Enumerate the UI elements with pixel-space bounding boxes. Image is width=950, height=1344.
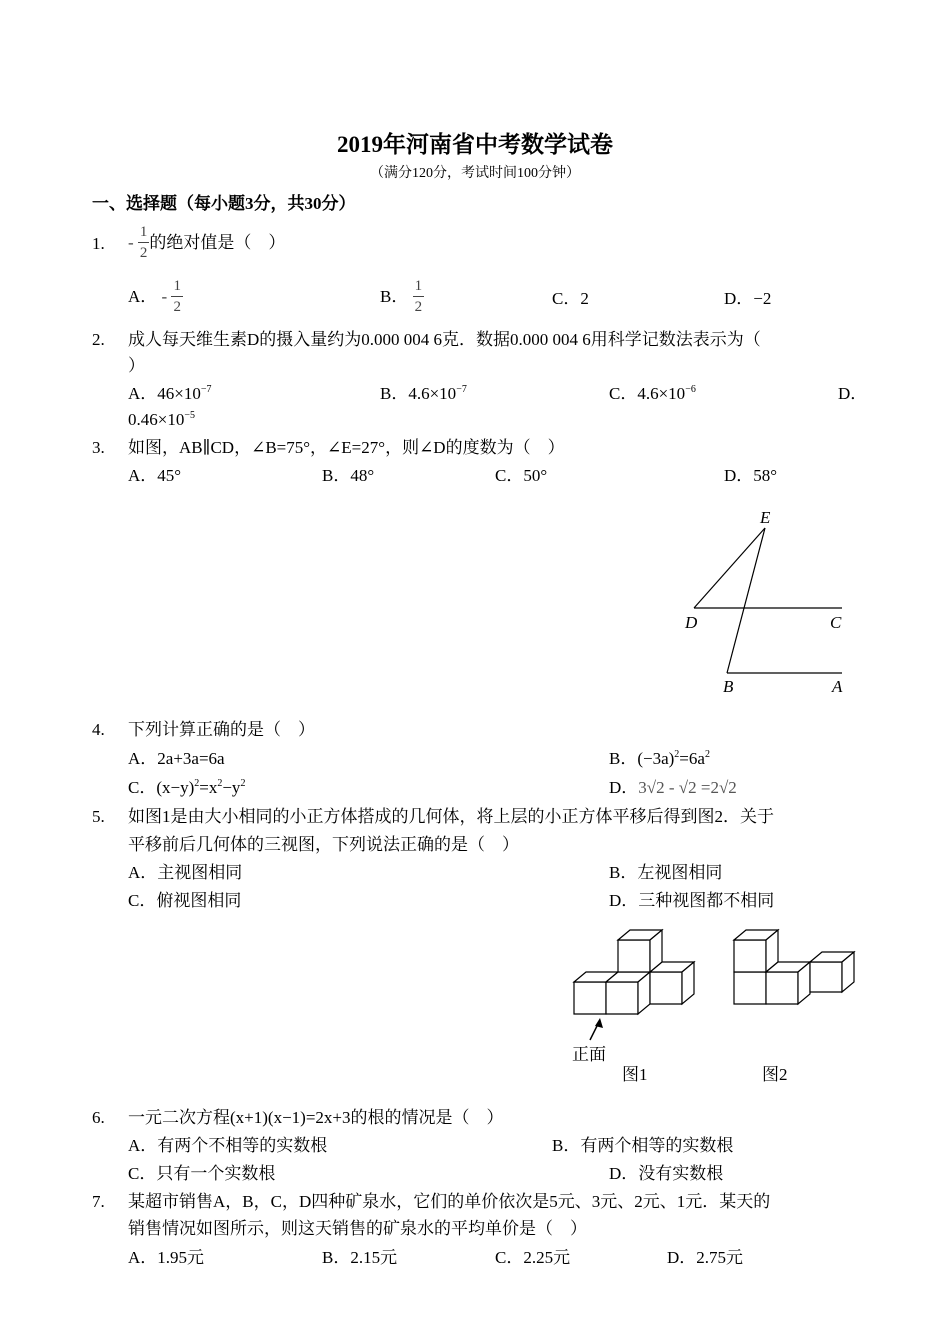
fraction xyxy=(138,222,150,263)
option-text: A．46×10 xyxy=(128,384,201,403)
fraction-denominator: 2 xyxy=(139,245,148,261)
option-text: B．4.6×10 xyxy=(380,384,457,403)
fraction-denominator: 2 xyxy=(414,299,423,315)
page-subtitle: （满分120分，考试时间100分钟） xyxy=(370,166,580,181)
option-a: A．45° xyxy=(128,466,182,485)
option-a: A．有两个不相等的实数根 xyxy=(128,1136,328,1155)
question-stem xyxy=(128,222,285,263)
option-b: B．左视图相同 xyxy=(609,863,723,882)
option-a: A．2a+3a=6a xyxy=(128,749,225,768)
question-text: 的绝对值是（ ） xyxy=(149,233,286,252)
exponent: 2 xyxy=(674,749,680,760)
exponent: −5 xyxy=(184,410,195,421)
option-d: D．没有实数根 xyxy=(609,1164,724,1183)
option-text: C．4.6×10 xyxy=(609,384,686,403)
radical-expression: 3√2 - √2 =2√2 xyxy=(638,778,737,797)
question-text-cont: 销售情况如图所示，则这天销售的矿泉水的平均单价是（ ） xyxy=(128,1219,587,1238)
exponent: −7 xyxy=(200,384,212,395)
question-text: 如图，AB∥CD，∠B=75°，∠E=27°，则∠D的度数为（ ） xyxy=(128,438,565,457)
figure-2-caption: 图2 xyxy=(762,1065,788,1084)
option-a xyxy=(128,385,212,402)
label-a: A xyxy=(832,677,843,696)
question-text: 如图1是由大小相同的小正方体搭成的几何体，将上层的小正方体平移后得到图2．关于 xyxy=(128,807,774,826)
option-b xyxy=(609,750,710,767)
exponent: 2 xyxy=(194,778,200,789)
question-number: 2. xyxy=(92,330,105,349)
option-b: B．48° xyxy=(322,466,375,485)
fraction-denominator: 2 xyxy=(173,299,181,315)
question-text-cont: 平移前后几何体的三视图，下列说法正确的是（ ） xyxy=(128,835,519,854)
exponent: 2 xyxy=(240,778,246,789)
fraction-numerator: 1 xyxy=(171,276,183,297)
exponent: −6 xyxy=(685,384,696,395)
question-text: 成人每天维生素D的摄入量约为0.000 004 6克．数据0.000 004 6用科学记数法表示为（ xyxy=(128,330,761,349)
question-number: 6. xyxy=(92,1108,105,1127)
question-number: 7. xyxy=(92,1192,105,1211)
option-text: =x xyxy=(199,778,218,797)
option-b: B．有两个相等的实数根 xyxy=(552,1136,734,1155)
option-label: A． xyxy=(128,287,158,306)
option-a xyxy=(128,276,183,317)
label-e: E xyxy=(760,508,771,527)
question-number: 1. xyxy=(92,234,105,253)
question-text-cont: ） xyxy=(128,356,145,375)
option-c: C．只有一个实数根 xyxy=(128,1164,276,1183)
option-text: 0.46×10 xyxy=(128,410,185,429)
figure-1-cubes xyxy=(574,930,694,1014)
option-c: C．50° xyxy=(495,466,548,485)
front-label: 正面 xyxy=(572,1045,606,1064)
fraction xyxy=(413,276,425,317)
option-text: −y xyxy=(222,778,241,797)
option-a: A．1.95元 xyxy=(128,1248,205,1267)
option-d-label: D． xyxy=(838,384,868,403)
exponent: 2 xyxy=(217,778,223,789)
minus-sign: - xyxy=(161,287,168,306)
fraction-numerator: 1 xyxy=(138,222,150,243)
option-a: A．主视图相同 xyxy=(128,863,243,882)
figure-2-cubes xyxy=(734,930,854,1004)
option-label: D． xyxy=(609,778,639,797)
option-c xyxy=(128,779,245,796)
option-c: C．2 xyxy=(552,289,589,308)
option-d: D．−2 xyxy=(724,289,772,308)
label-d: D xyxy=(685,613,698,632)
option-text: =6a xyxy=(679,749,705,768)
parallel-lines-figure xyxy=(670,500,870,705)
option-text: B．(−3a) xyxy=(609,749,675,768)
question-text: 下列计算正确的是（ ） xyxy=(128,720,315,739)
question-text: 某超市销售A，B，C，D四种矿泉水，它们的单价依次是5元、3元、2元、1元．某天的 xyxy=(128,1192,771,1211)
question-text: 一元二次方程(x+1)(x−1)=2x+3的根的情况是（ ） xyxy=(128,1108,504,1127)
option-d: D．58° xyxy=(724,466,778,485)
page-title: 2019年河南省中考数学试卷 xyxy=(337,132,613,157)
option-c: C．2.25元 xyxy=(495,1248,571,1267)
fraction-numerator: 1 xyxy=(413,276,425,297)
exponent: 2 xyxy=(704,749,710,760)
option-text: C．(x−y) xyxy=(128,778,195,797)
option-d xyxy=(609,779,737,796)
question-number: 3. xyxy=(92,438,105,457)
question-number: 5. xyxy=(92,807,105,826)
fraction xyxy=(171,276,183,317)
option-d xyxy=(128,411,195,428)
label-b: B xyxy=(723,677,734,696)
minus-sign: - xyxy=(128,233,134,252)
option-b: B．2.15元 xyxy=(322,1248,398,1267)
cubes-figure xyxy=(560,922,870,1092)
section-heading: 一、选择题（每小题3分，共30分） xyxy=(92,194,356,213)
option-d: D．三种视图都不相同 xyxy=(609,891,775,910)
question-number: 4. xyxy=(92,720,105,739)
option-d: D．2.75元 xyxy=(667,1248,744,1267)
label-c: C xyxy=(830,613,842,632)
figure-1-caption: 图1 xyxy=(622,1065,648,1084)
option-c: C．俯视图相同 xyxy=(128,891,242,910)
option-c xyxy=(609,385,696,402)
option-label: B． xyxy=(380,287,409,306)
option-b xyxy=(380,276,424,317)
exponent: −7 xyxy=(456,384,467,395)
option-b xyxy=(380,385,467,402)
